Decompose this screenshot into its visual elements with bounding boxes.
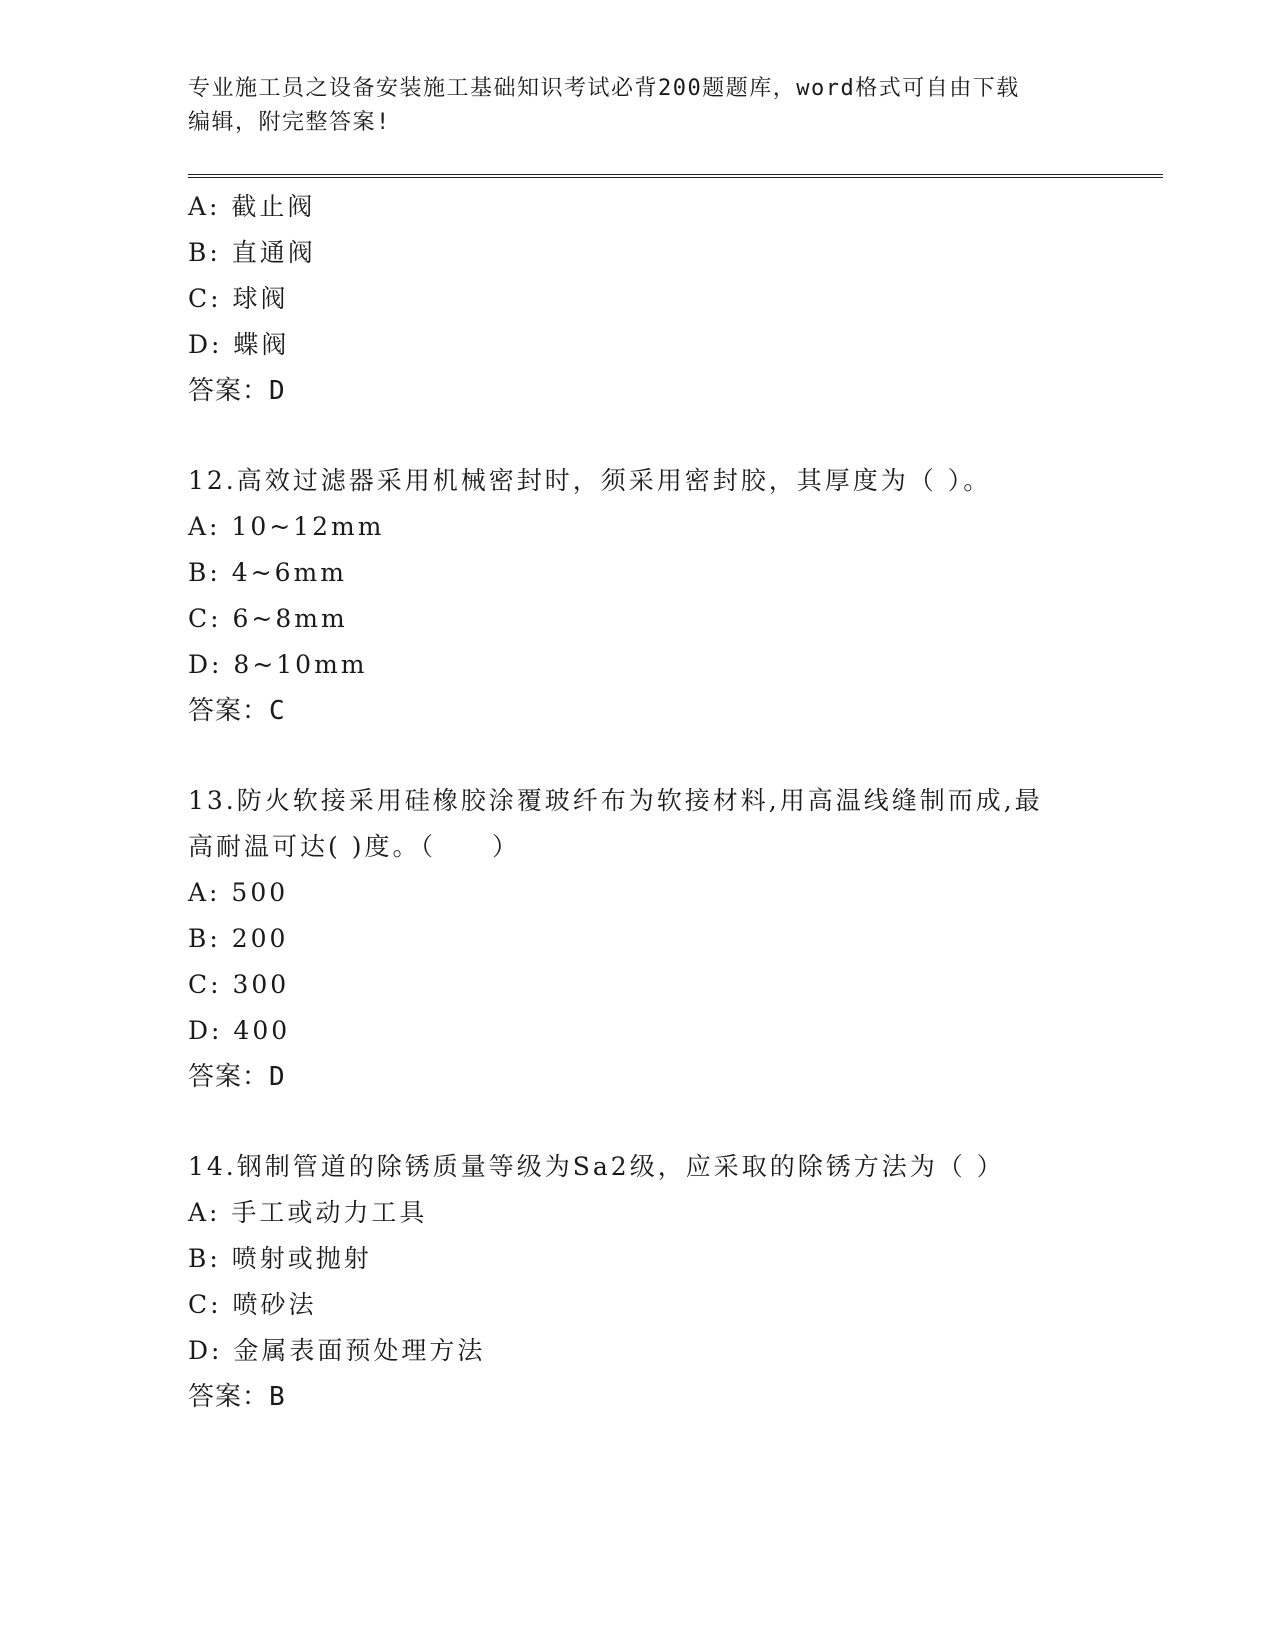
question-13 bbox=[188, 778, 1163, 1100]
answer: 答案：D bbox=[188, 1062, 286, 1092]
question-stem-line-2: 高耐温可达( )度。（ ） bbox=[188, 832, 520, 861]
header-line-2: 编辑，附完整答案! bbox=[188, 110, 391, 135]
option-b: B: 200 bbox=[188, 924, 289, 953]
header-line-1: 专业施工员之设备安装施工基础知识考试必背200题题库，word格式可自由下载 bbox=[188, 76, 1020, 101]
option-c: C: 球阀 bbox=[188, 284, 289, 313]
answer: 答案：D bbox=[188, 376, 286, 406]
question-stem: 14.钢制管道的除锈质量等级为Sa2级，应采取的除锈方法为（ ） bbox=[188, 1152, 1005, 1181]
option-a: A: 截止阀 bbox=[188, 192, 316, 221]
question-11 bbox=[188, 184, 1163, 414]
option-c: C: 6~8mm bbox=[188, 604, 348, 633]
option-a: A: 10~12mm bbox=[188, 512, 385, 541]
option-d: D: 400 bbox=[188, 1016, 291, 1045]
document-page bbox=[188, 72, 1163, 1420]
option-c: C: 300 bbox=[188, 970, 290, 999]
option-d: D: 金属表面预处理方法 bbox=[188, 1336, 486, 1365]
question-14 bbox=[188, 1144, 1163, 1420]
document-header bbox=[188, 72, 1088, 140]
option-c: C: 喷砂法 bbox=[188, 1290, 317, 1319]
answer: 答案：B bbox=[188, 1382, 286, 1412]
option-b: B: 直通阀 bbox=[188, 238, 316, 267]
question-12 bbox=[188, 458, 1163, 734]
question-stem: 12.高效过滤器采用机械密封时，须采用密封胶，其厚度为（ ）。 bbox=[188, 466, 992, 495]
option-d: D: 蝶阀 bbox=[188, 330, 290, 359]
option-b: B: 喷射或抛射 bbox=[188, 1244, 372, 1273]
question-stem-line-1: 13.防火软接采用硅橡胶涂覆玻纤布为软接材料,用高温线缝制而成,最 bbox=[188, 786, 1043, 815]
option-a: A: 500 bbox=[188, 878, 289, 907]
option-a: A: 手工或动力工具 bbox=[188, 1198, 428, 1227]
question-list bbox=[188, 184, 1163, 1420]
header-divider bbox=[188, 174, 1163, 178]
answer: 答案：C bbox=[188, 696, 286, 726]
option-d: D: 8~10mm bbox=[188, 650, 368, 679]
option-b: B: 4~6mm bbox=[188, 558, 347, 587]
